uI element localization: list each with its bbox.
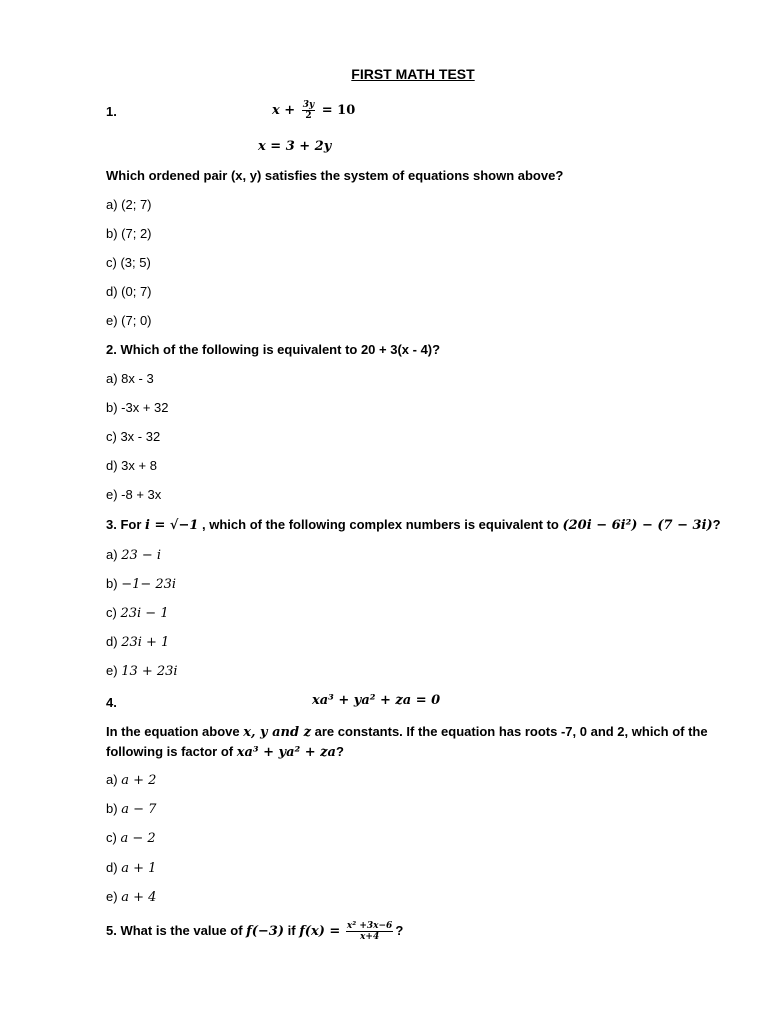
q4-option-c: c) a − 2 [106, 830, 156, 846]
q2-option-d: d) 3x + 8 [106, 458, 157, 473]
q1-fraction: $\frac{3y}{2}$ [302, 100, 315, 121]
q4-option-d: d) a + 1 [106, 860, 157, 876]
q3-i-definition: i = √−1 [145, 518, 199, 533]
q4-question-line-2: following is factor of xa³ + ya² + za? [106, 744, 344, 760]
q3-option-d: d) 23i + 1 [106, 634, 170, 650]
q5-question: 5. What is the value of f(−3) if f(x) = $\frac{\text{x² +3x−6}}{x+4}$ ? [106, 921, 404, 942]
q1-question: Which ordened pair (x, y) satisfies the system of equations shown above? [106, 168, 564, 183]
q3-option-e: e) 13 + 23i [106, 663, 178, 679]
q1-number: 1. [106, 104, 117, 119]
q1-option-a: a) (2; 7) [106, 197, 152, 212]
q1-option-d: d) (0; 7) [106, 284, 152, 299]
q3-option-b: b) −1− 23i [106, 576, 177, 592]
q1-equation-2: x = 3 + 2y [258, 139, 332, 154]
q4-option-a: a) a + 2 [106, 772, 157, 788]
q3-expression: (20i − 6i²) − (7 − 3i) [562, 518, 713, 533]
q1-option-c: c) (3; 5) [106, 255, 151, 270]
q2-option-e: e) -8 + 3x [106, 487, 162, 502]
q3-question: 3. For i = √−1 , which of the following complex numbers is equivalent to (20i − 6i²) − (7 − 3i)? [106, 517, 721, 533]
page-title: FIRST MATH TEST [351, 66, 475, 82]
q3-option-c: c) 23i − 1 [106, 605, 169, 621]
q1-equation-1: x + $\frac{3y}{2}$ = 10 [272, 100, 356, 121]
q4-option-e: e) a + 4 [106, 889, 157, 905]
q2-option-a: a) 8x - 3 [106, 371, 154, 386]
q3-option-a: a) 23 − i [106, 547, 162, 563]
q4-question-line-1: In the equation above x, y and z are constants. If the equation has roots -7, 0 and 2, which of the [106, 724, 708, 740]
q1-option-b: b) (7; 2) [106, 226, 152, 241]
q5-fraction: $\frac{\text{x² +3x−6}}{x+4}$ [346, 921, 393, 942]
q4-equation: xa³ + ya² + za = 0 [312, 693, 441, 708]
q2-option-c: c) 3x - 32 [106, 429, 161, 444]
q2-option-b: b) -3x + 32 [106, 400, 169, 415]
q4-option-b: b) a − 7 [106, 801, 157, 817]
q4-number: 4. [106, 695, 117, 710]
q2-question: 2. Which of the following is equivalent to 20 + 3(x - 4)? [106, 342, 441, 357]
q1-option-e: e) (7; 0) [106, 313, 152, 328]
